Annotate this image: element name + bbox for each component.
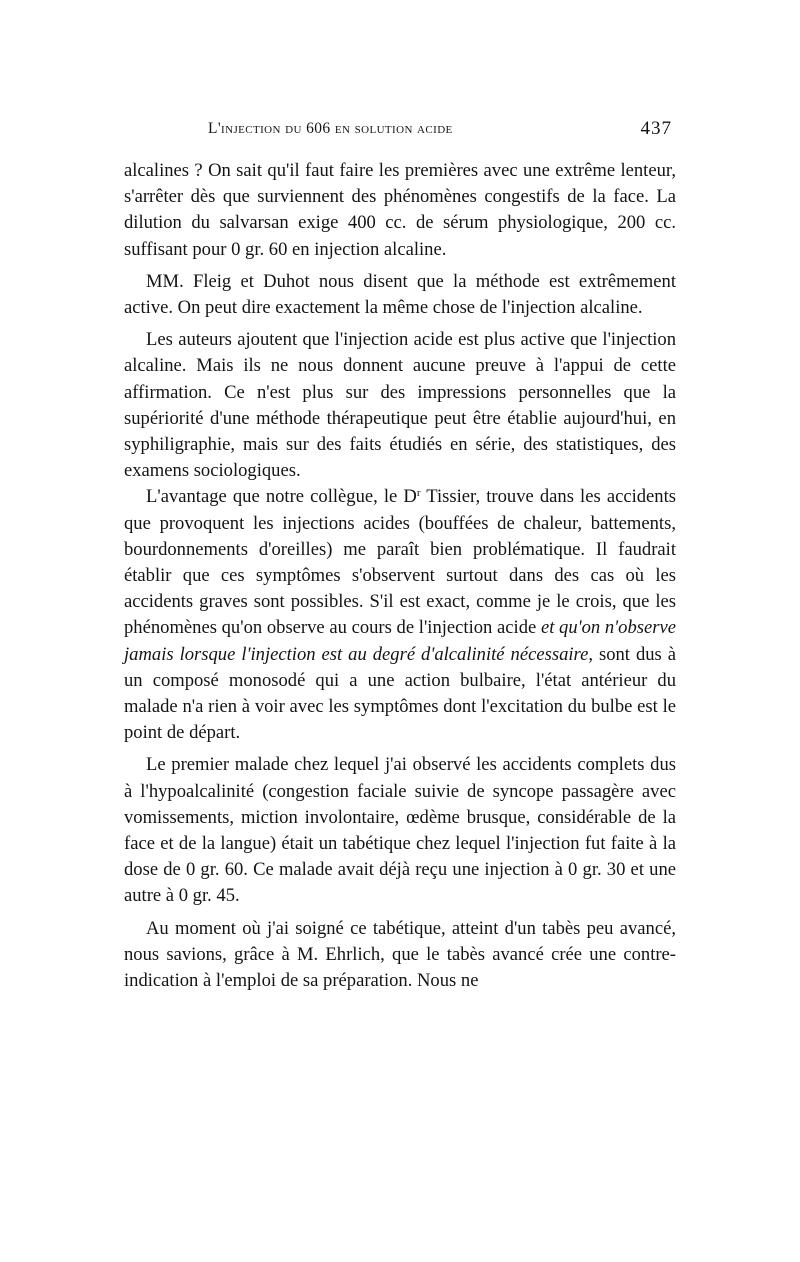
page-number: 437 <box>640 118 672 139</box>
paragraph-avantage <box>124 484 676 746</box>
paragraph-fleig-duhot: MM. Fleig et Duhot nous disent que la méthode est extrêmement active. On peut dire exactement la même chose de l'injection alcaline. <box>124 270 676 319</box>
paragraph-avantage-start: L'avantage que notre collègue, le D <box>146 486 417 508</box>
italic-phrase: et qu'on n'observe jamais lorsque l'injection est au degré d'alcalinité nécessaire <box>124 617 676 665</box>
running-header <box>124 116 676 146</box>
doctor-abbrev-superscript: r <box>416 487 421 500</box>
running-title <box>208 120 453 138</box>
running-title-prefix: L'injection du <box>208 120 307 137</box>
paragraph-premier-malade: Le premier malade chez lequel j'ai observé les accidents complets dus à l'hypoalcalinité (congestion faciale suivie de syncope passagère avec vomissements, miction involontaire, œdème brusque, considérable de la face et de la langue) était un tabétique chez lequel l'injection fut faite à la dose de 0 gr. 60. Ce malade avait déjà reçu une injection à 0 gr. 30 et une autre à 0 gr. 45. <box>124 754 676 907</box>
body-text <box>124 158 676 994</box>
running-title-number: 606 <box>306 120 331 137</box>
paragraph-auteurs: Les auteurs ajoutent que l'injection acide est plus active que l'injection alcaline. Mais ils ne nous donnent aucune preuve à l'appui de cette affirmation. Ce n'est plus sur des impressions personnelles que la supériorité d'une méthode thérapeutique peut être établie aujourd'hui, en syphiligraphie, mais sur des faits étudiés en série, des statistiques, des examens sociologiques. <box>124 329 676 482</box>
paragraph-avantage-middle: Tissier, trouve dans les accidents que provoquent les injections acides (bouffées de chaleur, battements, bourdonnements d'oreilles) me paraît bien problématique. Il faudrait établir que ces symptômes s'observent surtout dans des cas où les accidents graves sont possibles. S'il est exact, comme je le crois, que les phénomènes qu'on observe au cours de l'injection acide <box>124 486 676 639</box>
paragraph-continuation: alcalines ? On sait qu'il faut faire les premières avec une extrême lenteur, s'arrêter dès que surviennent des phénomènes congestifs de la face. La dilution du salvarsan exige 400 cc. de sérum physiologique, 200 cc. suffisant pour 0 gr. 60 en injection alcaline. <box>124 160 676 260</box>
paragraph-avantage-end: , sont dus à un composé monosodé qui a une action bulbaire, l'état antérieur du malade n'a rien à voir avec les symptômes dont l'excitation du bulbe est le point de départ. <box>124 643 677 744</box>
running-title-suffix: en solution acide <box>330 120 453 137</box>
paragraph-au-moment: Au moment où j'ai soigné ce tabétique, atteint d'un tabès peu avancé, nous savions, grâce à M. Ehrlich, que le tabès avancé crée une contre-indication à l'emploi de sa préparation. Nous ne <box>124 917 676 992</box>
